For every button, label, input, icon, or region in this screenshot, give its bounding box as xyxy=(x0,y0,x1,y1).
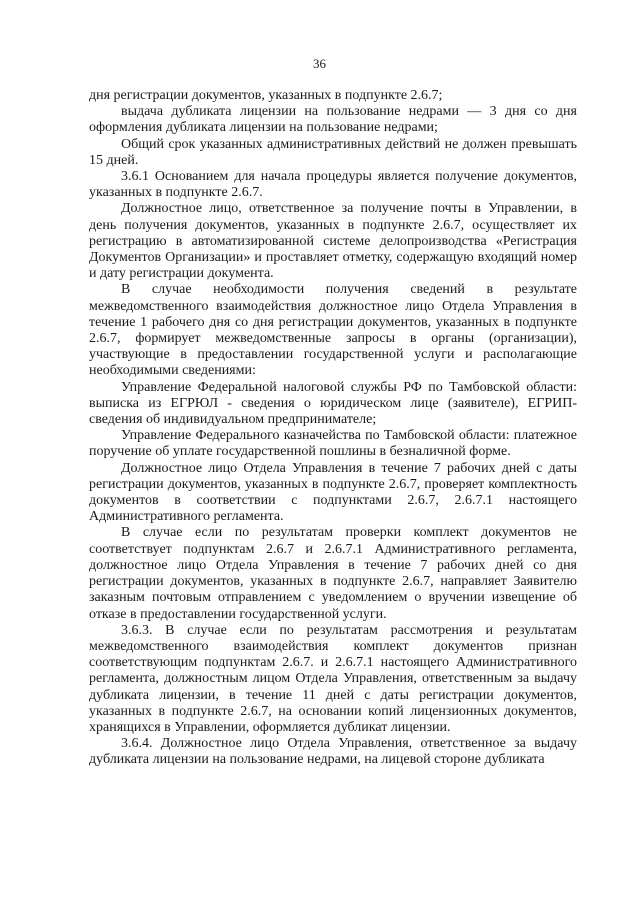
paragraph-duplicate-issue: выдача дубликата лицензии на пользование недрами — 3 дня со дня оформления дубликата лицензии на пользование недрами; xyxy=(89,104,577,136)
paragraph-mail-registration: Должностное лицо, ответственное за получение почты в Управлении, в день получения документов, указанных в подпункте 2.6.7, осуществляет их регистрацию в автоматизированной системе делопроизводства «Регистрация Документов Организации» и проставляет отметку, содержащую входящий номер и дату регистрации документа. xyxy=(89,201,577,282)
paragraph-3-6-4: 3.6.4. Должностное лицо Отдела Управления, ответственное за выдачу дубликата лицензии на пользование недрами, на лицевой стороне дубликата xyxy=(89,736,577,768)
paragraph-interagency-requests: В случае необходимости получения сведений в результате межведомственного взаимодействия должностное лицо Отдела Управления в течение 1 рабочего дня со дня регистрации документов, указанных в подпункте 2.6.7, формирует межведомственные запросы в органы (организации), участвующие в предоставлении государственной услуги и располагающие необходимыми сведениями: xyxy=(89,282,577,379)
paragraph-tax-service: Управление Федеральной налоговой службы РФ по Тамбовской области: выписка из ЕГРЮЛ - сведения о юридическом лице (заявителе), ЕГРИП-сведения об индивидуальном предпринимателе; xyxy=(89,379,577,428)
paragraph-total-term: Общий срок указанных административных действий не должен превышать 15 дней. xyxy=(89,136,577,168)
paragraph-completeness-check: Должностное лицо Отдела Управления в течение 7 рабочих дней с даты регистрации документов, указанных в подпункте 2.6.7, проверяет комплектность документов в соответствии с подпунктами 2.6.7, 2.6.7.1 настоящего Административного регламента. xyxy=(89,460,577,525)
paragraph-3-6-3: 3.6.3. В случае если по результатам рассмотрения и результатам межведомственного взаимодействия комплект документов признан соответствующим подпунктам 2.6.7. и 2.6.7.1 настоящего Административного регламента, должностным лицом Отдела Управления, ответственным за выдачу дубликата лицензии, в течение 11 дней с даты регистрации документов, указанных в подпункте 2.6.7, на основании копий лицензионных документов, хранящихся в Управлении, оформляется дубликат лицензии. xyxy=(89,622,577,735)
document-body xyxy=(89,88,577,769)
paragraph-3-6-1: 3.6.1 Основанием для начала процедуры является получение документов, указанных в подпункте 2.6.7. xyxy=(89,169,577,201)
paragraph-treasury: Управление Федерального казначейства по Тамбовской области: платежное поручение об уплате государственной пошлины в безналичной форме. xyxy=(89,428,577,460)
paragraph-continuation: дня регистрации документов, указанных в подпункте 2.6.7; xyxy=(89,88,443,103)
page-number: 36 xyxy=(313,56,326,71)
paragraph-refusal: В случае если по результатам проверки комплект документов не соответствует подпунктам 2.6.7 и 2.6.7.1 Административного регламента, должностное лицо Отдела Управления в течение 7 рабочих дней со дня регистрации документов, указанных в подпункте 2.6.7, направляет Заявителю заказным почтовым отправлением с уведомлением о вручении извещение об отказе в предоставлении государственной услуги. xyxy=(89,525,577,622)
